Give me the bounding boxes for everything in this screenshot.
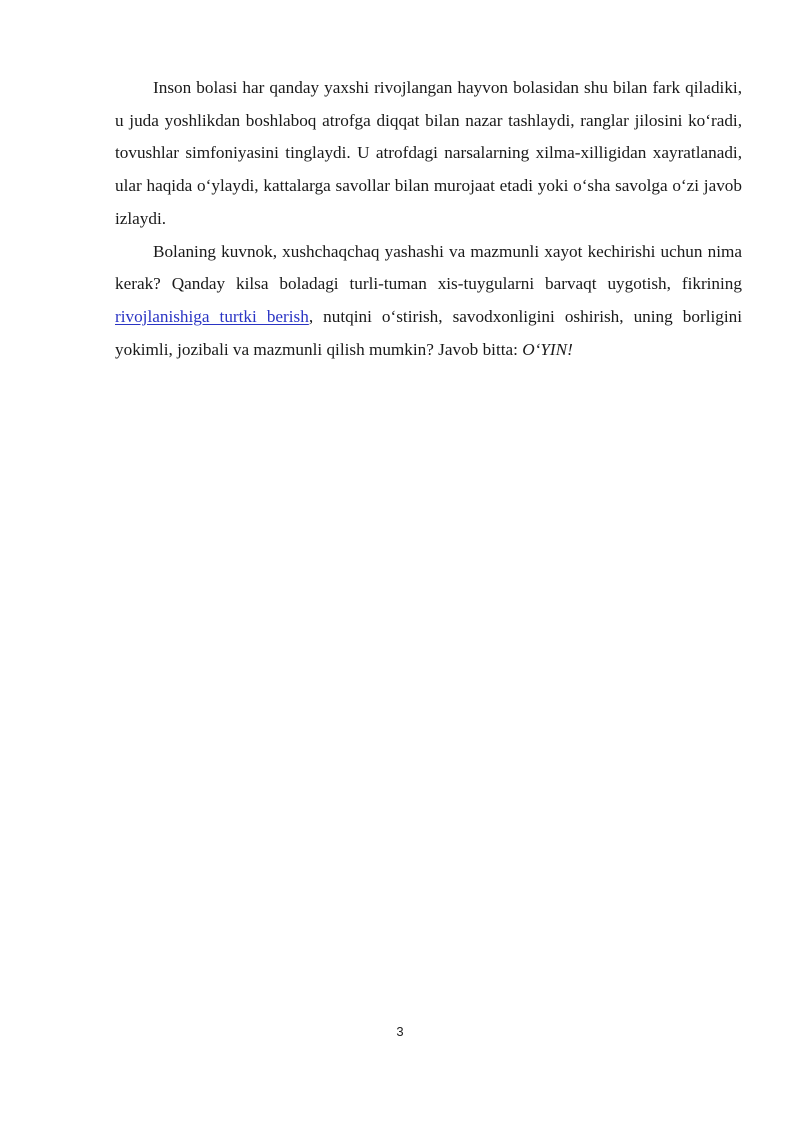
paragraph-1 <box>115 72 742 236</box>
page-number: 3 <box>396 1024 404 1039</box>
hyperlink-rivojlanishiga[interactable]: rivojlanishiga turtki berish <box>115 306 309 326</box>
paragraph-2-text-after-link: , nutqini oʻstirish, savodxonligini oshirish, uning borligini yokimli, jozibali va mazmunli qilish mumkin? Javob bitta: <box>115 306 742 359</box>
answer-emphasis: OʻYIN! <box>522 339 573 359</box>
document-body <box>115 72 742 366</box>
paragraph-2-text-before-link: Bolaning kuvnok, xushchaqchaq yashashi va mazmunli xayot kechirishi uchun nima kerak? Qanday kilsa boladagi turli-tuman xis-tuygularni barvaqt uygotish, fikrining <box>115 241 742 294</box>
paragraph-2 <box>115 236 742 367</box>
paragraph-1-text: Inson bolasi har qanday yaxshi rivojlangan hayvon bolasidan shu bilan fark qiladiki, u juda yoshlikdan boshlaboq atrofga diqqat bilan nazar tashlaydi, ranglar jilosini koʻradi, tovushlar simfoniyasini tinglaydi. U atrofdagi narsalarning xilma-xilligidan xayratlanadi, ular haqida oʻylaydi, kattalarga savollar bilan murojaat etadi yoki oʻsha savolga oʻzi javob izlaydi. <box>115 78 742 228</box>
